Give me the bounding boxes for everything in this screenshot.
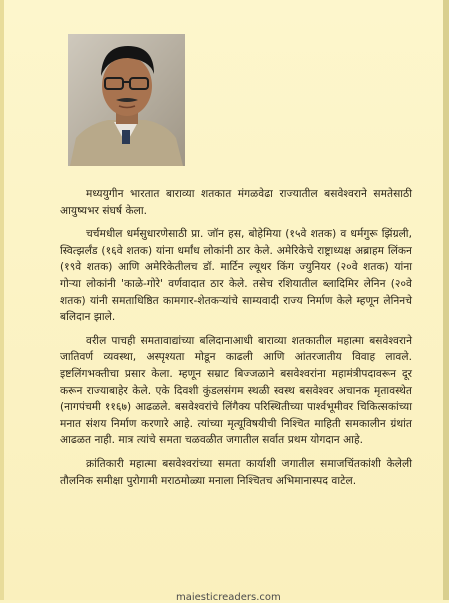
paragraph-3: वरील पाचही समतावाद्यांच्या बलिदानाआधी बाराव्या शतकातील महात्मा बसवेश्वराने जातिवर्ण व्यवस्था, अस्पृश्यता मोडून काढली आणि आंतरजातीय विवाह लावले. इष्टलिंगभक्तीचा प्रसार केला. म्हणून सम्राट बिज्जळाने बसवेश्वरांना महामंत्रीपदावरून दूर करून राज्याबाहेर केले. एके दिवशी कुंडलसंगम स्थळी स्वस्थ बसवेश्वर अचानक मृतावस्थेत (नागपंचमी ११६७) आढळले. बसवेश्वरांचे लिंगैक्य परिस्थितीच्या पार्श्वभूमीवर चिकित्सकांच्या मनात संशय निर्माण करणारे आहे. त्यांच्या मृत्यूविषयीची निश्चित माहिती समकालीन ग्रंथांत आढळत नाही. मात्र त्यांचे समता चळवळीत जगातील सर्वात प्रथम योगदान आहे. xyxy=(60,334,412,447)
paragraph-2: चर्चमधील धर्मसुधारणेसाठी प्रा. जॉन हस, बोहेमिया (१५वे शतक) व धर्मगुरू झिंग्रली, स्वित्झर्लंड (१६वे शतक) यांना धर्मांध लोकांनी ठार केले. अमेरिकेचे राष्ट्राध्यक्ष अब्राहम लिंकन (१९वे शतक) आणि अमेरिकेतीलच डॉ. मार्टिन ल्यूथर किंग ज्युनियर (२०वे शतक) यांना गोऱ्या लोकांनी 'काळे-गोरे' वर्णवादात ठार केले. तसेच रशियातील ब्लादिमिर लेनिन (२०वे शतक) यांनी समताधिष्ठित कामगार-शेतकऱ्यांचे साम्यवादी राज्य निर्माण केले म्हणून लेनिनचे बलिदान झाले. xyxy=(60,228,412,324)
blurb-text xyxy=(60,186,412,496)
watermark-url: maiesticreaders.com xyxy=(176,592,281,603)
paragraph-1: मध्ययुगीन भारतात बाराव्या शतकात मंगळवेढा राज्यातील बसवेश्वराने समतेसाठी आयुष्यभर संघर्ष केला. xyxy=(60,188,412,217)
author-photo xyxy=(68,34,185,166)
paragraph-4: क्रांतिकारी महात्मा बसवेश्वरांच्या समता कार्याशी जगातील समाजचिंतकांशी केलेली तौलनिक समीक्षा पुरोगामी मराठमोळ्या मनाला निश्चितच अभिमानास्पद वाटेल. xyxy=(60,457,412,487)
page-edge-left xyxy=(0,0,4,600)
page-edge-right xyxy=(443,0,449,600)
